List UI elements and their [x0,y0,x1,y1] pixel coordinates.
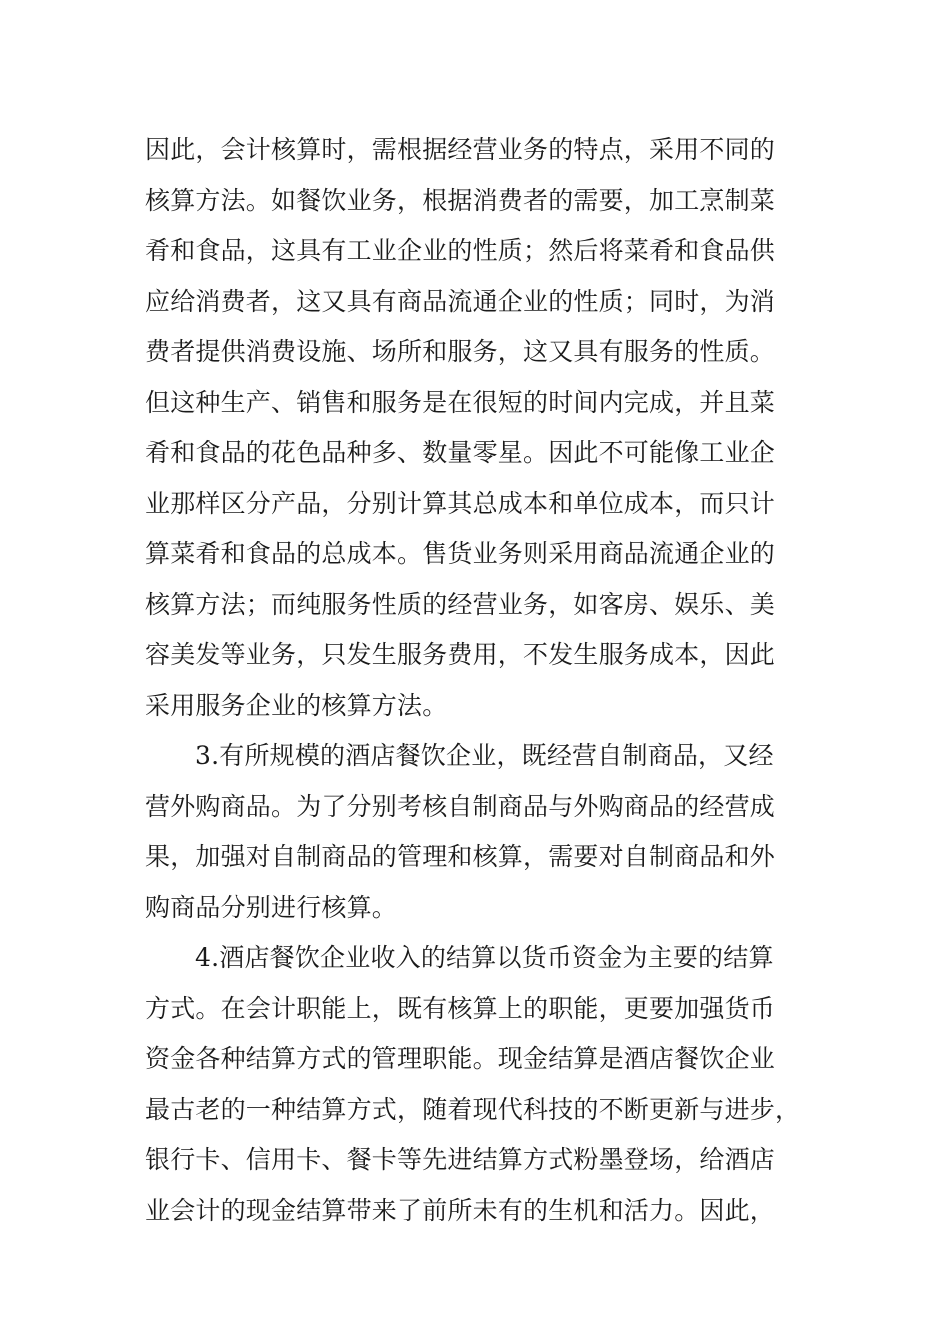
paragraph-start-line: 4.酒店餐饮企业收入的结算以货币资金为主要的结算 [195,943,774,972]
text-line: 方式。在会计职能上，既有核算上的职能，更要加强货币 [145,993,776,1023]
text-line: 最古老的一种结算方式，随着现代科技的不断更新与进步， [145,1094,801,1124]
text-line: 核算方法；而纯服务性质的经营业务，如客房、娱乐、美 [145,589,776,619]
text-line: 银行卡、信用卡、餐卡等先进结算方式粉墨登场，给酒店 [145,1145,776,1174]
text-line: 肴和食品，这具有工业企业的性质；然后将菜肴和食品供 [145,236,776,265]
text-line: 算菜肴和食品的总成本。售货业务则采用商品流通企业的 [145,539,776,568]
text-line: 采用服务企业的核算方法。 [145,690,448,720]
text-line: 业那样区分产品，分别计算其总成本和单位成本，而只计 [145,488,776,518]
text-line: 但这种生产、销售和服务是在很短的时间内完成，并且菜 [145,387,776,417]
text-line: 核算方法。如餐饮业务，根据消费者的需要，加工烹制菜 [145,185,776,215]
text-line: 肴和食品的花色品种多、数量零星。因此不可能像工业企 [145,438,776,467]
paragraph-start-line: 3.有所规模的酒店餐饮企业，既经营自制商品，又经 [195,741,774,770]
text-line: 购商品分别进行核算。 [145,892,398,922]
text-line: 容美发等业务，只发生服务费用，不发生服务成本，因此 [145,640,776,669]
text-line: 资金各种结算方式的管理职能。现金结算是酒店餐饮企业 [145,1044,776,1073]
text-line: 因此，会计核算时，需根据经营业务的特点，采用不同的 [145,135,776,164]
text-line: 业会计的现金结算带来了前所未有的生机和活力。因此， [145,1195,776,1225]
text-line: 费者提供消费设施、场所和服务，这又具有服务的性质。 [145,337,776,366]
text-line: 果，加强对自制商品的管理和核算，需要对自制商品和外 [145,842,776,871]
text-line: 应给消费者，这又具有商品流通企业的性质；同时，为消 [145,286,776,316]
text-line: 营外购商品。为了分别考核自制商品与外购商品的经营成 [145,791,776,821]
body-text [145,125,805,1236]
